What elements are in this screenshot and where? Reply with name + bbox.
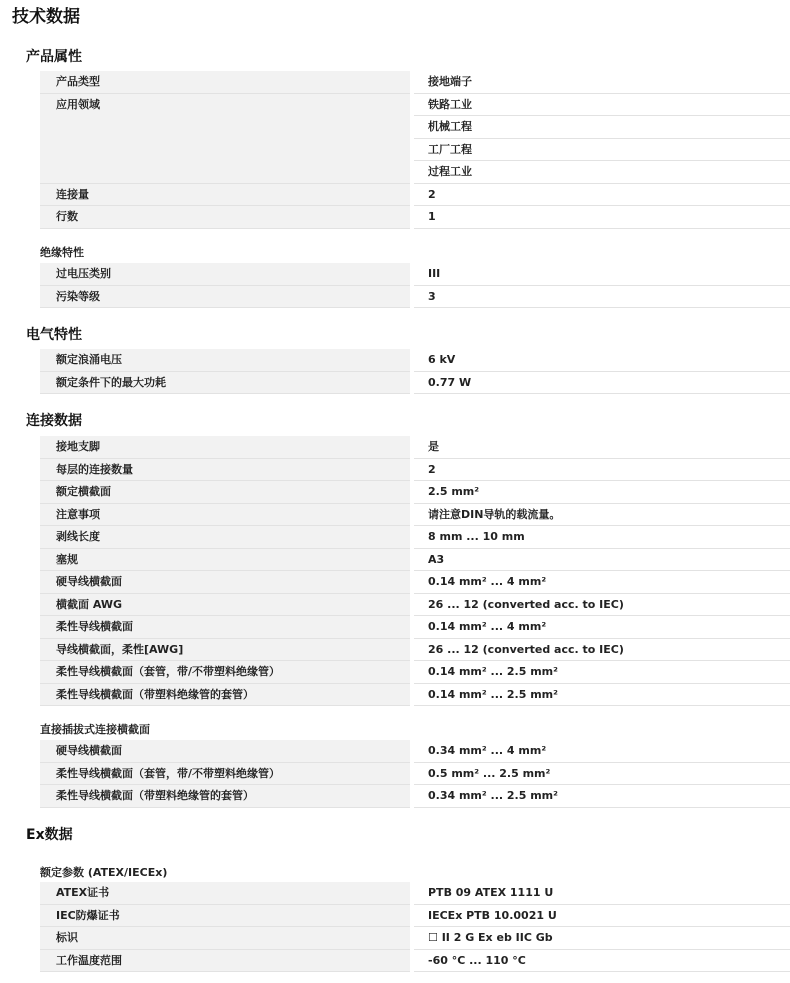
row-label-cell — [40, 116, 410, 139]
row-value: 0.5 mm² ... 2.5 mm² — [428, 766, 551, 780]
row-label-cell — [40, 286, 410, 309]
row-value: 26 ... 12 (converted acc. to IEC) — [428, 642, 624, 656]
table-row — [40, 139, 790, 162]
row-value-cell — [414, 372, 790, 395]
row-value-cell — [414, 882, 790, 905]
row-value-cell — [414, 740, 790, 763]
row-value: 0.14 mm² ... 4 mm² — [428, 620, 547, 633]
table-product — [40, 71, 790, 229]
row-value-cell — [414, 459, 790, 482]
table-electrical — [40, 349, 790, 394]
row-label-cell — [40, 526, 410, 549]
row-label-cell — [40, 763, 410, 786]
table-row — [40, 161, 790, 184]
table-row — [40, 206, 790, 229]
row-value-cell — [414, 263, 790, 286]
row-label: 行数 — [56, 210, 78, 223]
table-connection — [40, 436, 790, 706]
row-value-cell — [414, 286, 790, 309]
row-label-cell — [40, 161, 410, 184]
row-value-cell — [414, 71, 790, 94]
section-title-ex: Ex数据 — [26, 827, 73, 843]
row-label: 注意事项 — [56, 507, 100, 521]
row-label-cell — [40, 950, 410, 973]
subsection-title-rated-params: 额定参数 (ATEX/IECEx) — [40, 866, 168, 879]
row-label: 产品类型 — [56, 75, 100, 88]
row-value-cell — [414, 927, 790, 950]
row-label-cell — [40, 616, 410, 639]
row-value-cell — [414, 785, 790, 808]
row-label: 柔性导线横截面（套管，带/不带塑料绝缘管） — [56, 665, 281, 678]
row-value: 0.14 mm² ... 2.5 mm² — [428, 687, 558, 701]
row-label-cell — [40, 571, 410, 594]
table-row — [40, 481, 790, 504]
row-label: 每层的连接数量 — [56, 462, 133, 476]
row-label: 应用领域 — [56, 97, 100, 111]
row-label-cell — [40, 459, 410, 482]
section-title-electrical: 电气特性 — [26, 327, 82, 343]
subsection-title-direct-plug: 直接插拔式连接横截面 — [40, 723, 150, 736]
row-value-cell — [414, 684, 790, 707]
row-label-cell — [40, 549, 410, 572]
row-label-cell — [40, 661, 410, 684]
row-value-cell — [414, 571, 790, 594]
row-label-cell — [40, 684, 410, 707]
row-value-cell — [414, 763, 790, 786]
table-row — [40, 950, 790, 973]
row-value: 2.5 mm² — [428, 485, 480, 498]
row-label: 柔性导线横截面（带塑料绝缘管的套管） — [56, 687, 254, 701]
row-value-cell — [414, 549, 790, 572]
table-insulation — [40, 263, 790, 308]
row-label: 接地支脚 — [56, 440, 100, 453]
row-label-cell — [40, 927, 410, 950]
row-value: 0.77 W — [428, 375, 472, 389]
row-label: 剥线长度 — [56, 530, 100, 543]
table-row — [40, 616, 790, 639]
row-label: 柔性导线横截面（带塑料绝缘管的套管） — [56, 789, 254, 802]
row-label-cell — [40, 882, 410, 905]
row-value: -60 °C ... 110 °C — [428, 953, 526, 967]
row-value-cell — [414, 139, 790, 162]
row-value: 8 mm ... 10 mm — [428, 530, 525, 543]
row-label-cell — [40, 504, 410, 527]
row-value: 请注意DIN导轨的载流量。 — [428, 507, 561, 521]
row-value: 0.34 mm² ... 4 mm² — [428, 744, 547, 757]
table-direct-plug — [40, 740, 790, 808]
row-label: 导线横截面，柔性[AWG] — [56, 642, 184, 656]
row-value-cell — [414, 950, 790, 973]
row-label: 额定横截面 — [56, 485, 111, 498]
section-title-connection: 连接数据 — [26, 413, 82, 429]
row-label: 工作温度范围 — [56, 953, 122, 967]
table-row — [40, 882, 790, 905]
row-value-cell — [414, 94, 790, 117]
row-value-cell — [414, 661, 790, 684]
row-label-cell — [40, 139, 410, 162]
row-value: 1 — [428, 210, 436, 223]
row-label-cell — [40, 436, 410, 459]
table-row — [40, 526, 790, 549]
row-label-cell — [40, 905, 410, 928]
table-row — [40, 94, 790, 117]
row-label: 硬导线横截面 — [56, 744, 122, 757]
table-row — [40, 639, 790, 662]
row-label-cell — [40, 481, 410, 504]
row-value: 2 — [428, 462, 436, 476]
row-label: 柔性导线横截面（套管，带/不带塑料绝缘管） — [56, 766, 281, 780]
row-value: 0.14 mm² ... 2.5 mm² — [428, 665, 558, 678]
row-label-cell — [40, 206, 410, 229]
row-value: 机械工程 — [428, 120, 472, 133]
row-value: 26 ... 12 (converted acc. to IEC) — [428, 597, 624, 611]
row-value-cell — [414, 349, 790, 372]
row-value: 是 — [428, 440, 439, 453]
row-value: A3 — [428, 552, 445, 566]
row-label-cell — [40, 263, 410, 286]
row-label-cell — [40, 184, 410, 207]
row-value: 3 — [428, 289, 436, 303]
table-row — [40, 661, 790, 684]
section-title-product: 产品属性 — [26, 49, 82, 65]
table-row — [40, 372, 790, 395]
row-value-cell — [414, 616, 790, 639]
table-row — [40, 740, 790, 763]
row-value: 0.14 mm² ... 4 mm² — [428, 575, 547, 588]
row-label-cell — [40, 740, 410, 763]
row-value: 过程工业 — [428, 165, 472, 178]
row-value-cell — [414, 639, 790, 662]
row-value: ☐ II 2 G Ex eb IIC Gb — [428, 931, 553, 944]
row-label: 标识 — [56, 931, 78, 944]
table-row — [40, 436, 790, 459]
row-label: 硬导线横截面 — [56, 575, 122, 588]
row-label-cell — [40, 594, 410, 617]
table-row — [40, 785, 790, 808]
table-row — [40, 459, 790, 482]
table-row — [40, 349, 790, 372]
row-label-cell — [40, 349, 410, 372]
table-rated-params — [40, 882, 790, 972]
row-label-cell — [40, 639, 410, 662]
table-row — [40, 927, 790, 950]
row-label: ATEX证书 — [56, 886, 110, 899]
row-label: IEC防爆证书 — [56, 908, 120, 922]
row-label: 额定浪涌电压 — [56, 353, 122, 366]
row-value-cell — [414, 594, 790, 617]
table-row — [40, 549, 790, 572]
row-value-cell — [414, 161, 790, 184]
row-label-cell — [40, 71, 410, 94]
row-value-cell — [414, 116, 790, 139]
row-label: 过电压类别 — [56, 267, 111, 280]
row-value-cell — [414, 436, 790, 459]
table-row — [40, 116, 790, 139]
table-row — [40, 184, 790, 207]
table-row — [40, 763, 790, 786]
table-row — [40, 684, 790, 707]
row-value: PTB 09 ATEX 1111 U — [428, 886, 554, 899]
row-value-cell — [414, 206, 790, 229]
subsection-title-insulation: 绝缘特性 — [40, 246, 84, 259]
row-value: 接地端子 — [428, 75, 472, 88]
page-title: 技术数据 — [12, 7, 80, 27]
row-label-cell — [40, 785, 410, 808]
row-label: 柔性导线横截面 — [56, 620, 133, 633]
table-row — [40, 571, 790, 594]
row-value: 6 kV — [428, 353, 456, 366]
row-value: III — [428, 267, 441, 280]
row-value: 铁路工业 — [428, 97, 472, 111]
row-value-cell — [414, 905, 790, 928]
row-value-cell — [414, 504, 790, 527]
row-label: 横截面 AWG — [56, 597, 123, 611]
table-row — [40, 71, 790, 94]
table-row — [40, 594, 790, 617]
row-value-cell — [414, 481, 790, 504]
row-label: 污染等级 — [56, 289, 100, 303]
row-label-cell — [40, 372, 410, 395]
table-row — [40, 286, 790, 309]
table-row — [40, 504, 790, 527]
row-value-cell — [414, 526, 790, 549]
table-row — [40, 905, 790, 928]
row-label: 额定条件下的最大功耗 — [56, 375, 166, 389]
row-value: 2 — [428, 187, 436, 201]
row-value: 工厂工程 — [428, 142, 472, 156]
row-value-cell — [414, 184, 790, 207]
row-label: 塞规 — [56, 552, 78, 566]
row-value: 0.34 mm² ... 2.5 mm² — [428, 789, 558, 802]
table-row — [40, 263, 790, 286]
row-value: IECEx PTB 10.0021 U — [428, 908, 557, 922]
row-label-cell — [40, 94, 410, 117]
row-label: 连接量 — [56, 187, 89, 201]
